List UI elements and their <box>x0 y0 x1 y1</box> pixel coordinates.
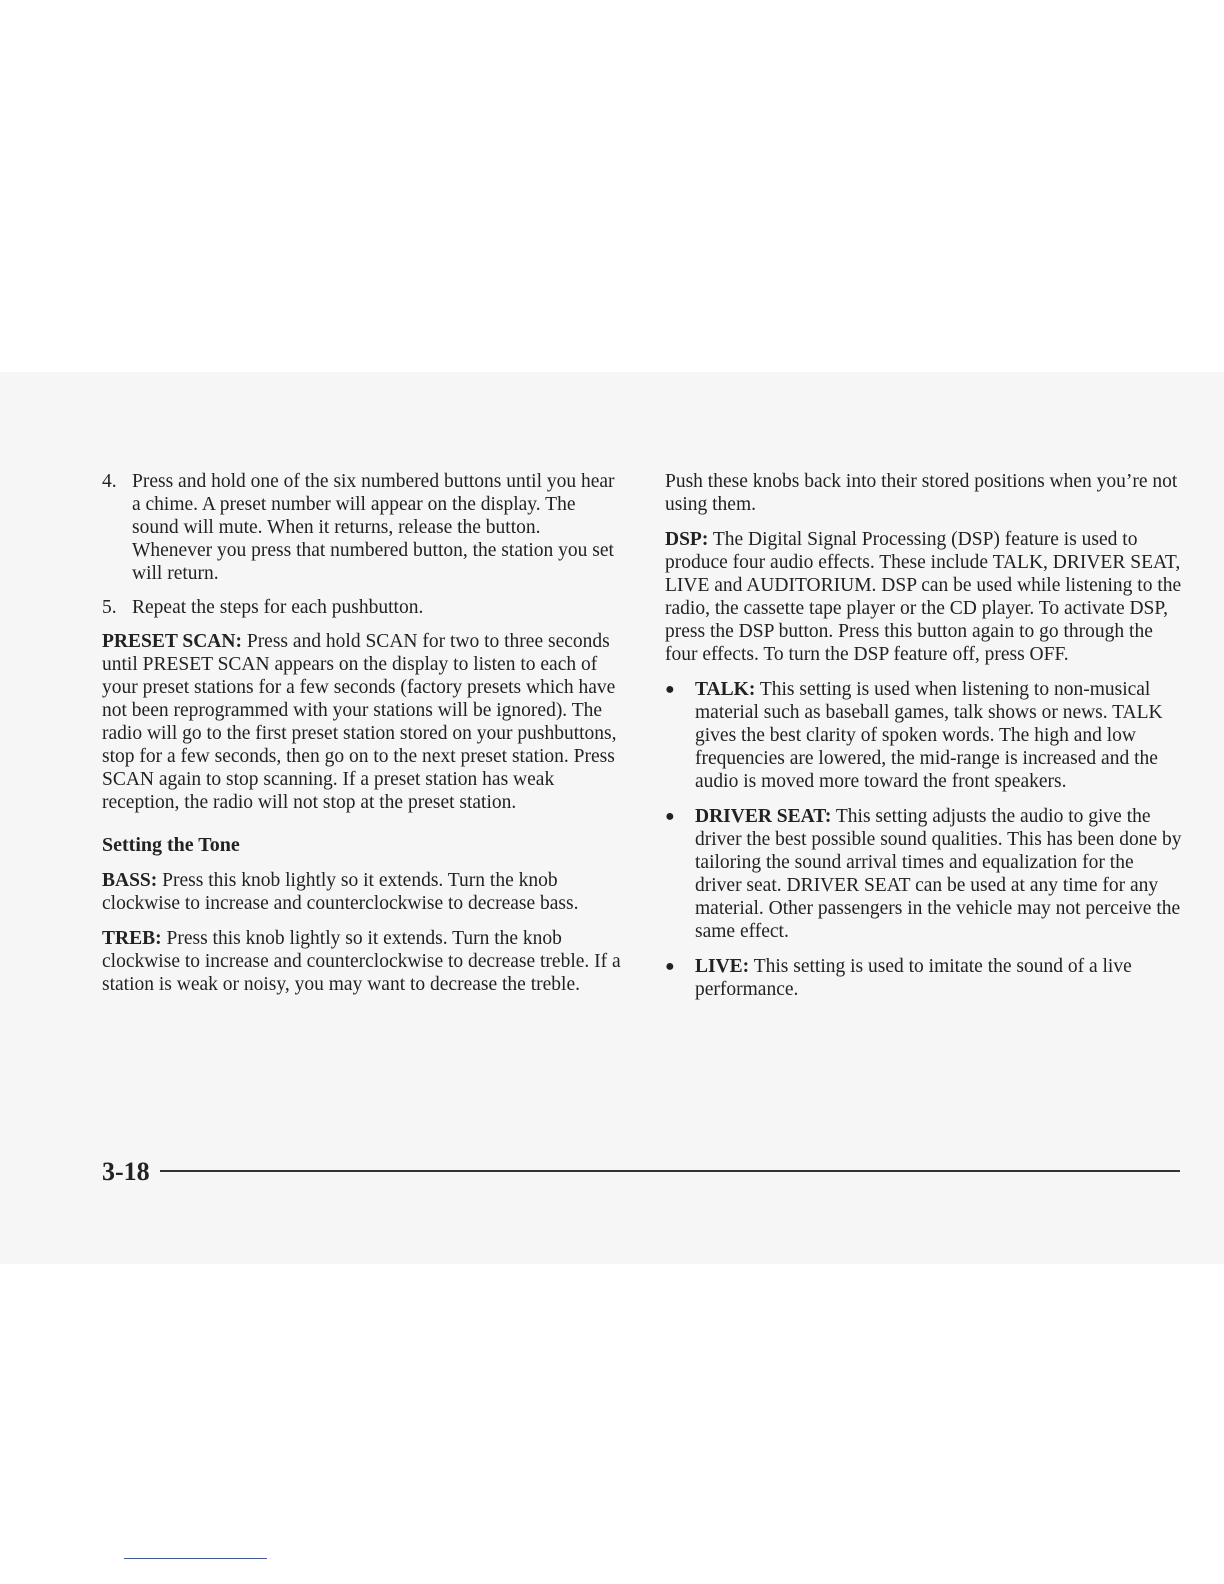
bullet-live <box>665 955 1185 1001</box>
bullet-dot-icon: ● <box>665 681 675 698</box>
bullet-text: This setting is used when listening to non-musical material such as baseball games, talk shows or news. TALK gives the best clarity of spoken words. The high and low frequencies are lowered, the mid-range is increased and the audio is moved more toward the front speakers. <box>695 679 1163 792</box>
dsp-text: The Digital Signal Processing (DSP) feature is used to produce four audio effects. These include TALK, DRIVER SEAT, LIVE and AUDITORIUM. DSP can be used while listening to the radio, the cassette tape player or the CD player. To activate DSP, press the DSP button. Press this button again to go through the four effects. To turn the DSP feature off, press OFF. <box>665 529 1182 665</box>
dsp-paragraph <box>665 528 1185 666</box>
preset-scan-term: PRESET SCAN: <box>102 631 242 652</box>
bullet-dot-icon: ● <box>665 958 675 975</box>
section-heading: Setting the Tone <box>102 834 240 856</box>
bass-paragraph <box>102 869 622 915</box>
bullet-driver-seat <box>665 805 1185 943</box>
bass-term: BASS: <box>102 870 158 891</box>
step-text: Press and hold one of the six numbered buttons until you hear a chime. A preset number will appear on the display. The sound will mute. When it returns, release the button. Whenever you press that numbered button, the station you set will return. <box>132 471 615 584</box>
bullet-term: LIVE: <box>695 956 750 977</box>
treb-text: Press this knob lightly so it extends. Turn the knob clockwise to increase and counterclockwise to decrease treble. If a station is weak or noisy, you may want to decrease the treble. <box>102 928 621 995</box>
intro-paragraph: Push these knobs back into their stored positions when you’re not using them. <box>665 471 1178 515</box>
link-underline[interactable] <box>124 1558 267 1559</box>
dsp-term: DSP: <box>665 529 709 550</box>
preset-scan-paragraph <box>102 630 622 814</box>
bullet-talk <box>665 678 1185 793</box>
preset-scan-text: Press and hold SCAN for two to three seconds until PRESET SCAN appears on the display to listen to each of your preset stations for a few seconds (factory presets which have not been reprogrammed with your stations will be ignored). The radio will go to the first preset station stored on your pushbuttons, stop for a few seconds, then go on to the next preset station. Press SCAN again to stop scanning. If a preset station has weak reception, the radio will not stop at the preset station. <box>102 631 617 813</box>
treb-paragraph <box>102 927 622 996</box>
step-text: Repeat the steps for each pushbutton. <box>132 597 424 618</box>
treb-term: TREB: <box>102 928 162 949</box>
bullet-text: This setting is used to imitate the sound of a live performance. <box>695 956 1132 1000</box>
bass-text: Press this knob lightly so it extends. Turn the knob clockwise to increase and counterclockwise to decrease bass. <box>102 870 579 914</box>
step-number: 5. <box>102 597 117 618</box>
step-4 <box>102 470 622 585</box>
bullet-dot-icon: ● <box>665 808 675 825</box>
bullet-text: This setting adjusts the audio to give the driver the best possible sound qualities. This has been done by tailoring the sound arrival times and equalization for the driver seat. DRIVER SEAT can be used at any time for any material. Other passengers in the vehicle may not perceive the same effect. <box>695 806 1182 942</box>
bullet-term: DRIVER SEAT: <box>695 806 832 827</box>
step-5 <box>102 596 622 619</box>
bullet-term: TALK: <box>695 679 756 700</box>
right-column <box>665 470 1185 1013</box>
page-number: 3-18 <box>102 1157 150 1186</box>
step-number: 4. <box>102 471 117 492</box>
footer-rule <box>160 1170 1180 1172</box>
left-column <box>102 470 622 1008</box>
